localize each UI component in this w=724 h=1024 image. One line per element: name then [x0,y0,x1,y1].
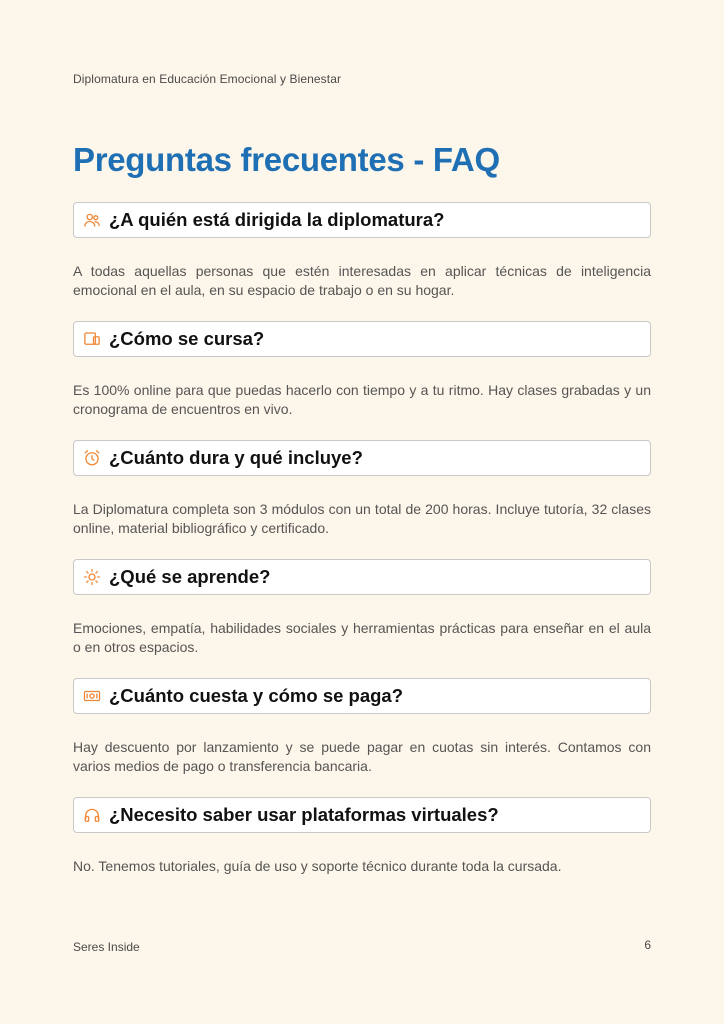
faq-question-box [73,440,651,476]
faq-answer: Es 100% online para que puedas hacerlo con tiempo y a tu ritmo. Hay clases grabadas y un cronograma de encuentros en vivo. [73,382,651,417]
faq-question: ¿Necesito saber usar plataformas virtuales? [109,804,499,825]
faq-item [73,202,651,300]
banknote-icon [83,687,101,705]
faq-answer: Emociones, empatía, habilidades sociales y herramientas prácticas para enseñar en el aula o en otros espacios. [73,620,651,655]
sun-icon [83,568,101,586]
faq-question-box [73,797,651,833]
faq-item [73,440,651,538]
faq-question: ¿A quién está dirigida la diplomatura? [109,209,445,230]
faq-question: ¿Cuánto cuesta y cómo se paga? [109,685,404,706]
faq-question: ¿Cuánto dura y qué incluye? [109,447,363,468]
footer-brand: Seres Inside [73,940,140,954]
faq-question: ¿Cómo se cursa? [109,328,265,349]
faq-item [73,559,651,657]
faq-answer: Hay descuento por lanzamiento y se puede pagar en cuotas sin interés. Contamos con varios medios de pago o transferencia bancaria. [73,739,651,774]
page-title: Preguntas frecuentes - FAQ [73,141,500,178]
faq-answer: No. Tenemos tutoriales, guía de uso y soporte técnico durante toda la cursada. [73,858,562,874]
users-icon [83,211,101,229]
devices-icon [83,330,101,348]
faq-question-box [73,678,651,714]
faq-question-box [73,202,651,238]
faq-item [73,321,651,419]
faq-question: ¿Qué se aprende? [109,566,271,587]
faq-answer: A todas aquellas personas que estén interesadas en aplicar técnicas de inteligencia emocional en el aula, en su espacio de trabajo o en su hogar. [73,263,651,298]
document-header: Diplomatura en Educación Emocional y Bienestar [73,72,342,86]
faq-question-box [73,321,651,357]
alarm-clock-icon [83,449,101,467]
faq-answer: La Diplomatura completa son 3 módulos con un total de 200 horas. Incluye tutoría, 32 clases online, material bibliográfico y certificado. [73,501,651,536]
headphones-icon [83,806,101,824]
page-number: 6 [644,938,651,952]
faq-item [73,797,651,876]
faq-question-box [73,559,651,595]
faq-item [73,678,651,776]
